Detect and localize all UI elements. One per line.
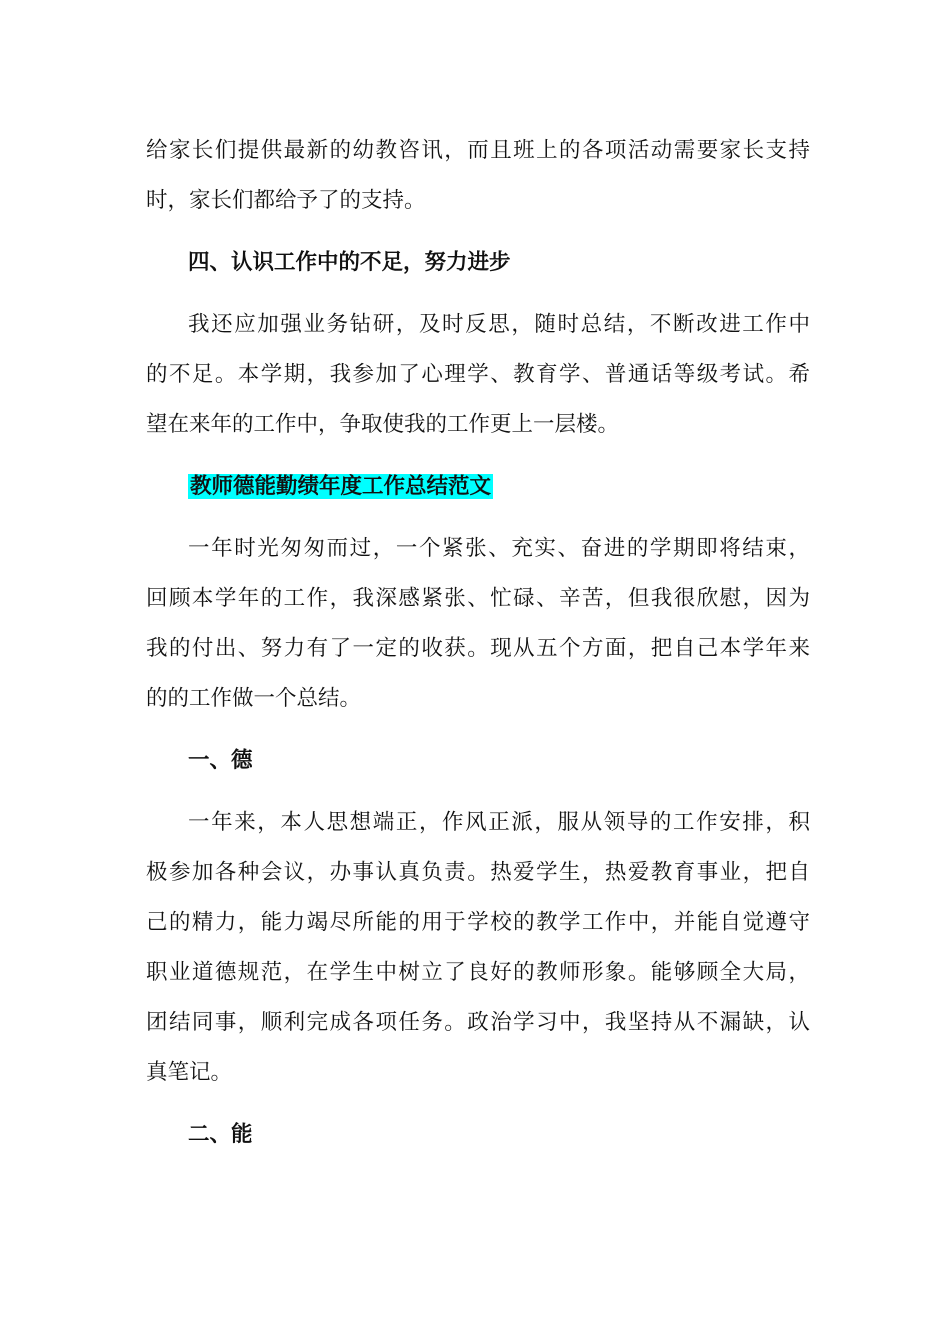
paragraph-line: 职业道德规范，在学生中树立了良好的教师形象。能够顾全大局， — [146, 960, 810, 985]
paragraph-line: 望在来年的工作中，争取使我的工作更上一层楼。 — [146, 412, 620, 437]
paragraph-line: 一年时光匆匆而过，一个紧张、充实、奋进的学期即将结束， — [188, 536, 810, 561]
paragraph-line: 我还应加强业务钻研，及时反思，随时总结，不断改进工作中 — [188, 312, 810, 337]
paragraph-line: 一年来，本人思想端正，作风正派，服从领导的工作安排，积 — [188, 810, 810, 835]
paragraph-line: 我的付出、努力有了一定的收获。现从五个方面，把自己本学年来 — [146, 636, 810, 661]
paragraph-line: 的不足。本学期，我参加了心理学、教育学、普通话等级考试。希 — [146, 362, 810, 387]
paragraph-line: 时，家长们都给予了的支持。 — [146, 188, 426, 213]
paragraph-line: 团结同事，顺利完成各项任务。政治学习中，我坚持从不漏缺，认 — [146, 1010, 810, 1035]
paragraph-line: 回顾本学年的工作，我深感紧张、忙碌、辛苦，但我很欣慰，因为 — [146, 586, 810, 611]
section-heading-neng: 二、能 — [188, 1122, 253, 1147]
paragraph-line: 真笔记。 — [146, 1060, 233, 1085]
paragraph-line: 给家长们提供最新的幼教咨讯，而且班上的各项活动需要家长支持 — [146, 138, 810, 163]
paragraph-line: 的的工作做一个总结。 — [146, 686, 362, 711]
paragraph-line: 己的精力，能力竭尽所能的用于学校的教学工作中，并能自觉遵守 — [146, 910, 810, 935]
article-title — [188, 472, 493, 502]
paragraph-line: 极参加各种会议，办事认真负责。热爱学生，热爱教育事业，把自 — [146, 860, 810, 885]
article-title-highlight: 教师德能勤绩年度工作总结范文 — [190, 474, 492, 499]
section-heading-de: 一、德 — [188, 748, 253, 773]
section-heading-4: 四、认识工作中的不足，努力进步 — [188, 250, 511, 275]
